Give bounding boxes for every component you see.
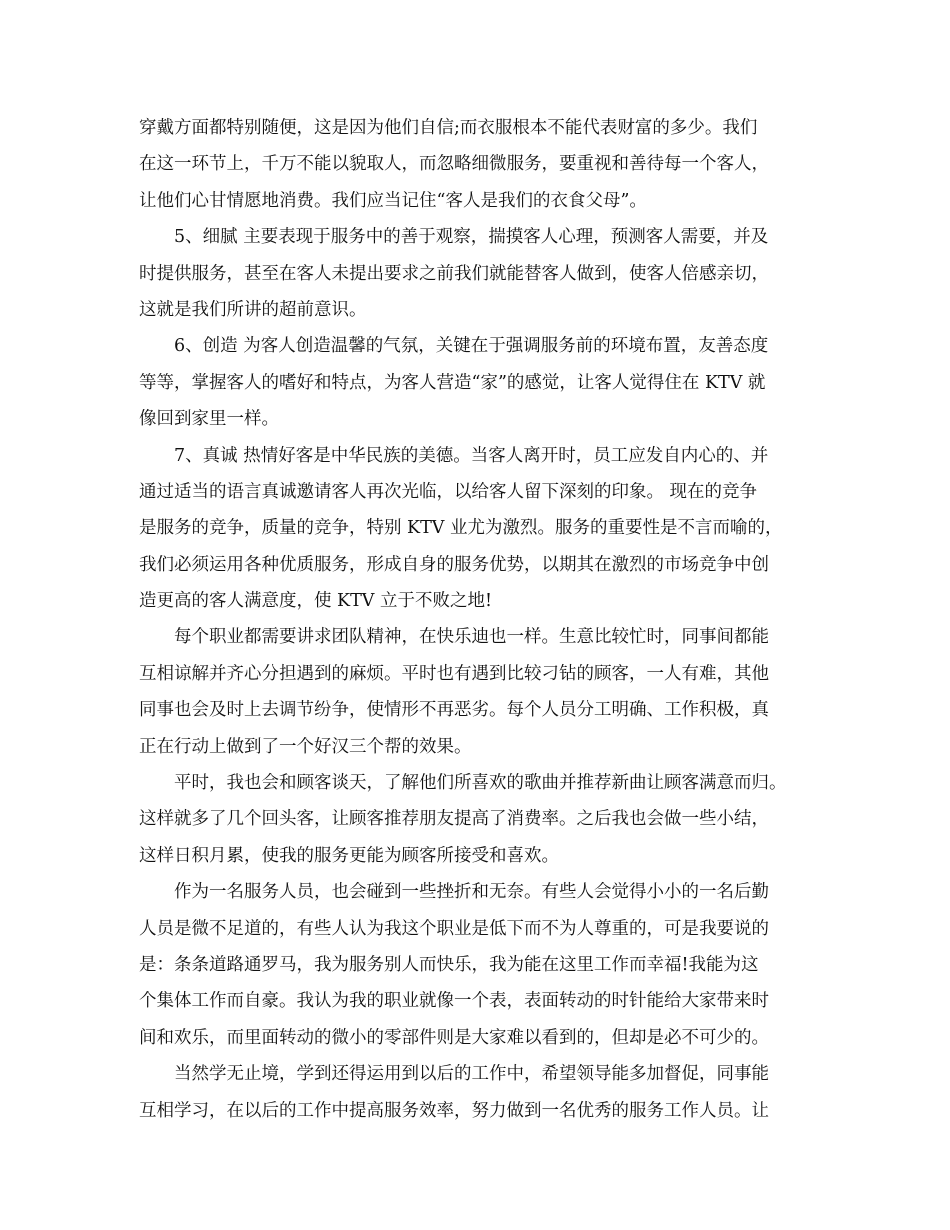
text-line: 间和欢乐，而里面转动的微小的零部件则是大家难以看到的，但却是必不可少的。 bbox=[139, 1027, 769, 1048]
text-line: 造更高的客人满意度，使 KTV 立于不败之地! bbox=[139, 591, 493, 612]
text-line: 在这一环节上，千万不能以貌取人，而忽略细微服务，要重视和善待每一个客人， bbox=[139, 154, 769, 175]
text-line: 这样日积月累，使我的服务更能为顾客所接受和喜欢。 bbox=[139, 845, 559, 866]
text-line: 互相学习，在以后的工作中提高服务效率，努力做到一名优秀的服务工作人员。让 bbox=[139, 1100, 769, 1121]
text-line: 穿戴方面都特别随便，这是因为他们自信;而衣服根本不能代表财富的多少。我们 bbox=[139, 118, 758, 138]
text-line: 个集体工作而自豪。我认为我的职业就像一个表，表面转动的时针能给大家带来时 bbox=[139, 991, 769, 1012]
text-line: 我们必须运用各种优质服务，形成自身的服务优势，以期其在激烈的市场竞争中创 bbox=[139, 554, 769, 575]
text-line: 人员是微不足道的，有些人认为我这个职业是低下而不为人尊重的，可是我要说的 bbox=[139, 918, 769, 939]
paragraph-start-line: 每个职业都需要讲求团队精神，在快乐迪也一样。生意比较忙时，同事间都能 bbox=[174, 627, 769, 648]
text-line: 时提供服务，甚至在客人未提出要求之前我们就能替客人做到，使客人倍感亲切， bbox=[139, 263, 769, 284]
text-line: 让他们心甘情愿地消费。我们应当记住“客人是我们的衣食父母”。 bbox=[139, 190, 647, 211]
paragraph-start-line: 作为一名服务人员，也会碰到一些挫折和无奈。有些人会觉得小小的一名后勤 bbox=[174, 882, 769, 903]
paragraph-start-line: 7、真诚 热情好客是中华民族的美德。当客人离开时，员工应发自内心的、并 bbox=[174, 445, 769, 466]
text-line: 这就是我们所讲的超前意识。 bbox=[139, 299, 367, 320]
text-line: 是服务的竞争，质量的竞争，特别 KTV 业尤为激烈。服务的重要性是不言而喻的， bbox=[139, 518, 783, 539]
paragraph-start-line: 平时，我也会和顾客谈天，了解他们所喜欢的歌曲并推荐新曲让顾客满意而归。 bbox=[174, 773, 787, 794]
text-line: 正在行动上做到了一个好汉三个帮的效果。 bbox=[139, 736, 472, 757]
text-line: 等等，掌握客人的嗜好和特点，为客人营造“家”的感觉，让客人觉得住在 KTV 就 bbox=[139, 372, 766, 393]
paragraph-start-line: 当然学无止境，学到还得运用到以后的工作中，希望领导能多加督促，同事能 bbox=[174, 1064, 769, 1085]
text-line: 是：条条道路通罗马，我为服务别人而快乐，我为能在这里工作而幸福!我能为这 bbox=[139, 954, 759, 975]
text-line: 互相谅解并齐心分担遇到的麻烦。平时也有遇到比较刁钻的顾客，一人有难，其他 bbox=[139, 663, 769, 684]
text-line: 通过适当的语言真诚邀请客人再次光临，以给客人留下深刻的印象。 现在的竞争 bbox=[139, 481, 758, 502]
paragraph-start-line: 6、创造 为客人创造温馨的气氛，关键在于强调服务前的环境布置，友善态度 bbox=[174, 336, 769, 357]
text-line: 同事也会及时上去调节纷争，使情形不再恶劣。每个人员分工明确、工作积极，真 bbox=[139, 700, 769, 721]
paragraph-start-line: 5、细腻 主要表现于服务中的善于观察，揣摸客人心理，预测客人需要，并及 bbox=[174, 227, 769, 248]
text-line: 像回到家里一样。 bbox=[139, 409, 279, 430]
text-line: 这样就多了几个回头客，让顾客推荐朋友提高了消费率。之后我也会做一些小结， bbox=[139, 809, 769, 830]
document-body bbox=[139, 110, 829, 1129]
